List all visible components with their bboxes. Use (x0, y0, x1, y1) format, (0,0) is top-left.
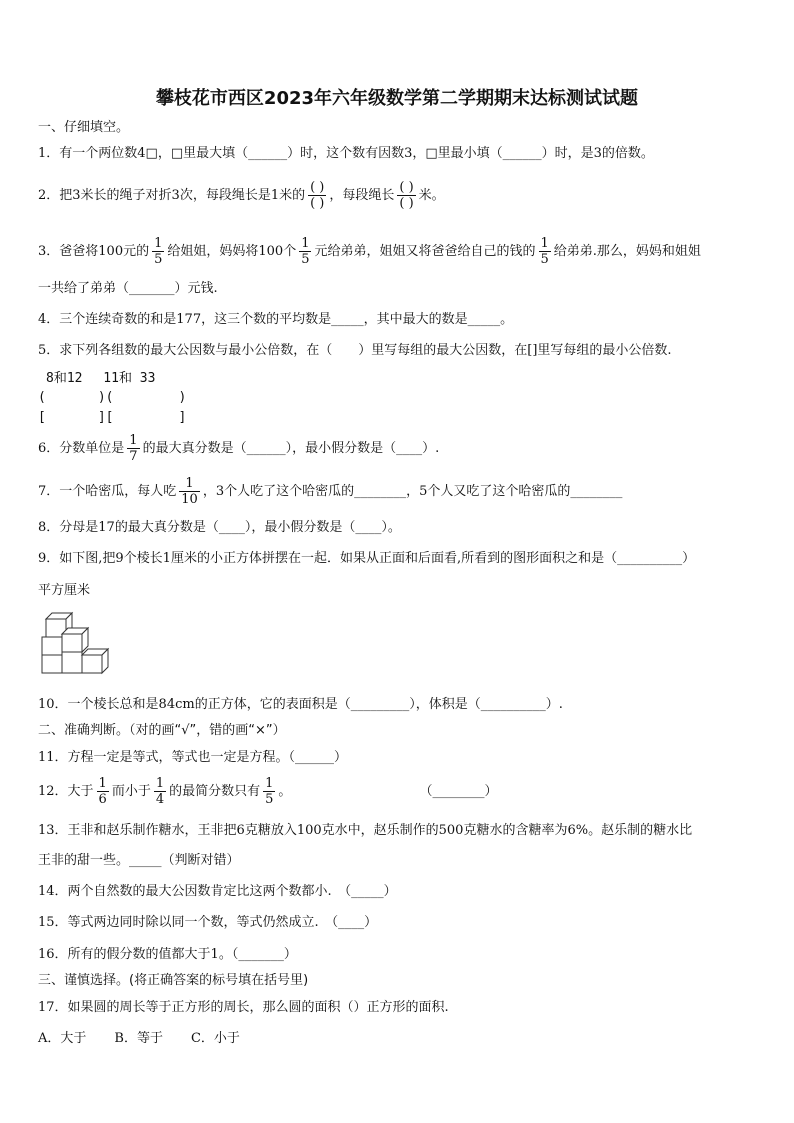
question-15: 15．等式两边同时除以同一个数，等式仍然成立. （____） (38, 915, 378, 930)
q7-fraction: $\frac{1}{10}$ (181, 476, 198, 507)
q2-text-c: 米。 (418, 188, 445, 203)
question-8: 8．分母是17的最大真分数是（____），最小假分数是（____）。 (38, 520, 401, 535)
q6-text-b: 的最大真分数是（______），最小假分数是（____）. (142, 441, 440, 456)
question-11: 11．方程一定是等式，等式也一定是方程。（______） (38, 750, 348, 765)
section-heading-1: 一、仔细填空。 (38, 120, 130, 135)
q3-fraction-1: $\frac{1}{5}$ (154, 236, 163, 267)
q3-text-c: 元给弟弟，姐姐又将爸爸给自己的钱的 (314, 244, 536, 259)
cube-stack-figure (40, 606, 114, 678)
q3-fraction-2: $\frac{1}{5}$ (301, 236, 310, 267)
q12-fraction-3: $\frac{1}{5}$ (265, 776, 274, 807)
question-17: 17．如果圆的周长等于正方形的周长，那么圆的面积（）正方形的面积. (38, 1000, 449, 1015)
question-12 (38, 776, 497, 807)
question-7 (38, 476, 622, 507)
section-heading-2: 二、准确判断。（对的画“√”，错的画“×”） (38, 723, 286, 738)
question-3-line-2: 一共给了弟弟（_______）元钱. (38, 281, 218, 296)
q6-text-a: 6．分数单位是 (38, 441, 125, 456)
q12-fraction-1: $\frac{1}{6}$ (98, 776, 107, 807)
q5-gcd-blanks: ( )( ) (38, 390, 187, 405)
question-3 (38, 236, 701, 267)
question-14: 14．两个自然数的最大公因数肯定比这两个数都小. （_____） (38, 884, 397, 899)
question-1: 1．有一个两位数4□，□里最大填（______）时，这个数有因数3，□里最小填（______）时，是3的倍数。 (38, 146, 654, 161)
q12-fraction-2: $\frac{1}{4}$ (155, 776, 165, 807)
q12-text-b: 而小于 (111, 784, 151, 799)
q12-text-a: 12．大于 (38, 784, 94, 799)
q17-option-b: B．等于 (114, 1031, 163, 1046)
q9-unit: 平方厘米 (38, 583, 91, 598)
question-5: 5．求下列各组数的最大公因数与最小公倍数，在（ ）里写每组的最大公因数，在[]里写每组的最小公倍数. (38, 343, 672, 358)
q12-text-d: 。 (278, 784, 292, 799)
page-title: 攀枝花市西区2023年六年级数学第二学期期末达标测试试题 (155, 88, 639, 109)
q3-text-d: 给弟弟.那么，妈妈和姐姐 (553, 244, 701, 259)
q12-text-c: 的最简分数只有 (169, 784, 261, 799)
q2-fraction-blank-1: $\frac{( )}{( )}$ (310, 180, 325, 211)
q5-lcm-blanks: [ ][ ] (38, 410, 187, 425)
q7-text-b: ，3个人吃了这个哈密瓜的________，5个人又吃了这个哈密瓜的________ (202, 484, 623, 499)
question-13: 13．王非和赵乐制作糖水，王非把6克糖放入100克水中，赵乐制作的500克糖水的含糖率为6%。赵乐制的糖水比 (38, 823, 693, 838)
q2-fraction-blank-2: $\frac{( )}{( )}$ (399, 180, 414, 211)
question-10: 10．一个棱长总和是84cm的正方体，它的表面积是（_________），体积是（__________）. (38, 697, 563, 712)
q12-answer-blank: （________） (419, 784, 498, 799)
q2-text-b: ，每段绳长 (329, 188, 395, 203)
q17-option-c: C．小于 (190, 1031, 240, 1046)
question-2 (38, 180, 445, 211)
q2-text-a: 2．把3米长的绳子对折3次，每段绳长是1米的 (38, 188, 306, 203)
q5-groups: 8和12 11和 33 (46, 371, 156, 386)
question-4: 4．三个连续奇数的和是177，这三个数的平均数是_____，其中最大的数是_____。 (38, 312, 514, 327)
q17-options (38, 1030, 268, 1048)
q7-text-a: 7．一个哈密瓜，每人吃 (38, 484, 177, 499)
question-9: 9．如下图,把9个棱长1厘米的小正方体拼摆在一起．如果从正面和后面看,所看到的图形面积之和是（__________） (38, 551, 696, 566)
question-16: 16．所有的假分数的值都大于1。（_______） (38, 947, 297, 962)
question-13-line-2: 王非的甜一些。_____（判断对错） (38, 853, 240, 868)
q17-option-a: A．大于 (38, 1031, 87, 1046)
section-heading-3: 三、谨慎选择。(将正确答案的标号填在括号里) (38, 973, 309, 988)
q3-text-b: 给姐姐，妈妈将100个 (167, 244, 297, 259)
q3-fraction-3: $\frac{1}{5}$ (540, 236, 549, 267)
q3-text-a: 3．爸爸将100元的 (38, 244, 150, 259)
question-6 (38, 433, 439, 464)
q6-fraction: $\frac{1}{7}$ (129, 433, 138, 464)
